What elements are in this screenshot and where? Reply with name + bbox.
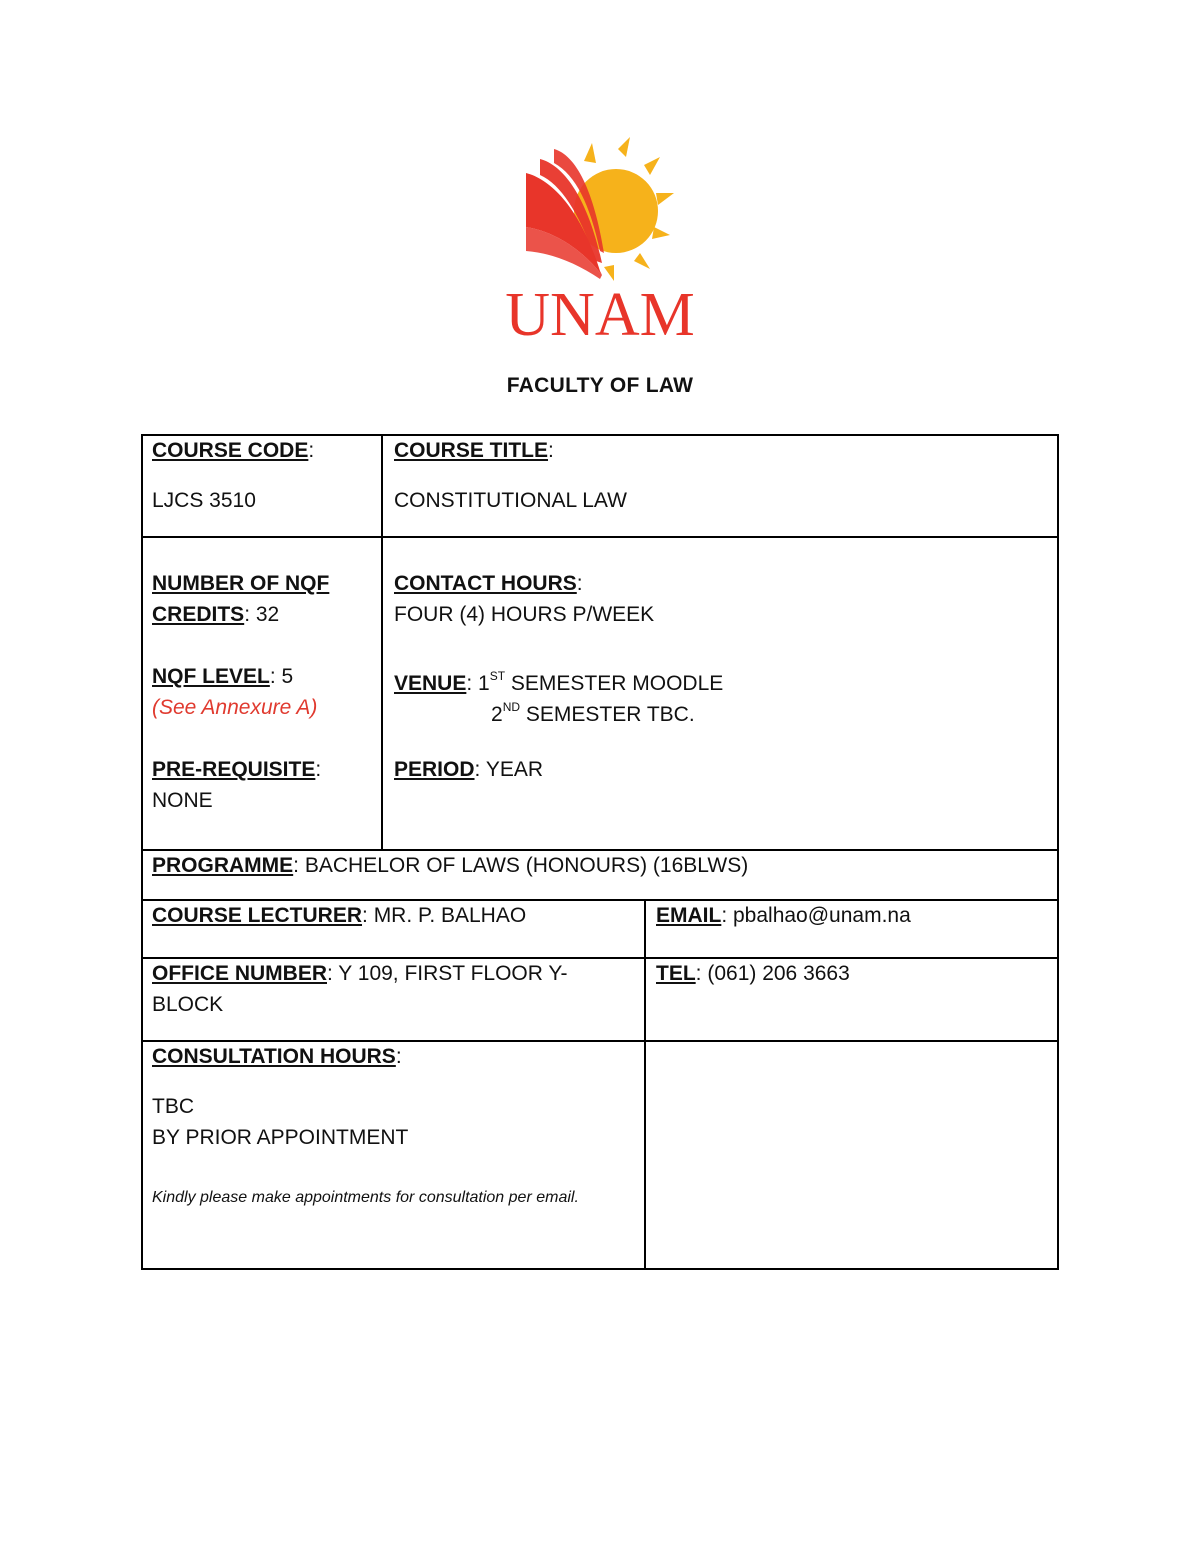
- book-pages: [526, 149, 604, 279]
- email-link[interactable]: pbalhao@unam.na: [733, 904, 911, 927]
- course-code-label: COURSE CODE:: [152, 439, 315, 462]
- consultation-tbc: TBC: [152, 1095, 194, 1118]
- period: PERIOD: YEAR: [394, 758, 543, 781]
- column-divider: [381, 434, 383, 850]
- consultation-hours-label: CONSULTATION HOURS:: [152, 1045, 402, 1068]
- office-number-line2: BLOCK: [152, 993, 224, 1016]
- nqf-level: NQF LEVEL: 5: [152, 665, 294, 688]
- faculty-title: FACULTY OF LAW: [506, 374, 694, 397]
- unam-logo-graphic: [480, 135, 720, 345]
- unam-wordmark: UNAM: [505, 281, 695, 345]
- contact-hours-label: CONTACT HOURS:: [394, 572, 583, 595]
- column-divider: [644, 899, 646, 1270]
- nqf-credits-label-line1: NUMBER OF NQF: [152, 572, 330, 595]
- venue-line1: VENUE: 1ST SEMESTER MOODLE: [394, 669, 724, 695]
- course-lecturer: COURSE LECTURER: MR. P. BALHAO: [152, 904, 527, 927]
- venue-line2: 2ND SEMESTER TBC.: [491, 700, 695, 726]
- telephone: TEL: (061) 206 3663: [656, 962, 850, 985]
- office-number: OFFICE NUMBER: Y 109, FIRST FLOOR Y-: [152, 962, 568, 985]
- annexure-note: (See Annexure A): [152, 696, 318, 719]
- email: EMAIL: pbalhao@unam.na: [656, 904, 911, 927]
- nqf-credits: CREDITS: 32: [152, 603, 280, 626]
- course-title-value: CONSTITUTIONAL LAW: [394, 489, 627, 512]
- row-divider: [141, 536, 1059, 538]
- contact-hours-value: FOUR (4) HOURS P/WEEK: [394, 603, 655, 626]
- consultation-appointment: BY PRIOR APPOINTMENT: [152, 1126, 409, 1149]
- programme: PROGRAMME: BACHELOR OF LAWS (HONOURS) (16BLWS): [152, 854, 749, 877]
- course-title-label: COURSE TITLE:: [394, 439, 554, 462]
- consultation-note: Kindly please make appointments for consultation per email.: [152, 1189, 579, 1206]
- unam-logo: [480, 135, 720, 345]
- prerequisite-value: NONE: [152, 789, 213, 812]
- prerequisite-label: PRE-REQUISITE:: [152, 758, 322, 781]
- course-code-value: LJCS 3510: [152, 489, 256, 512]
